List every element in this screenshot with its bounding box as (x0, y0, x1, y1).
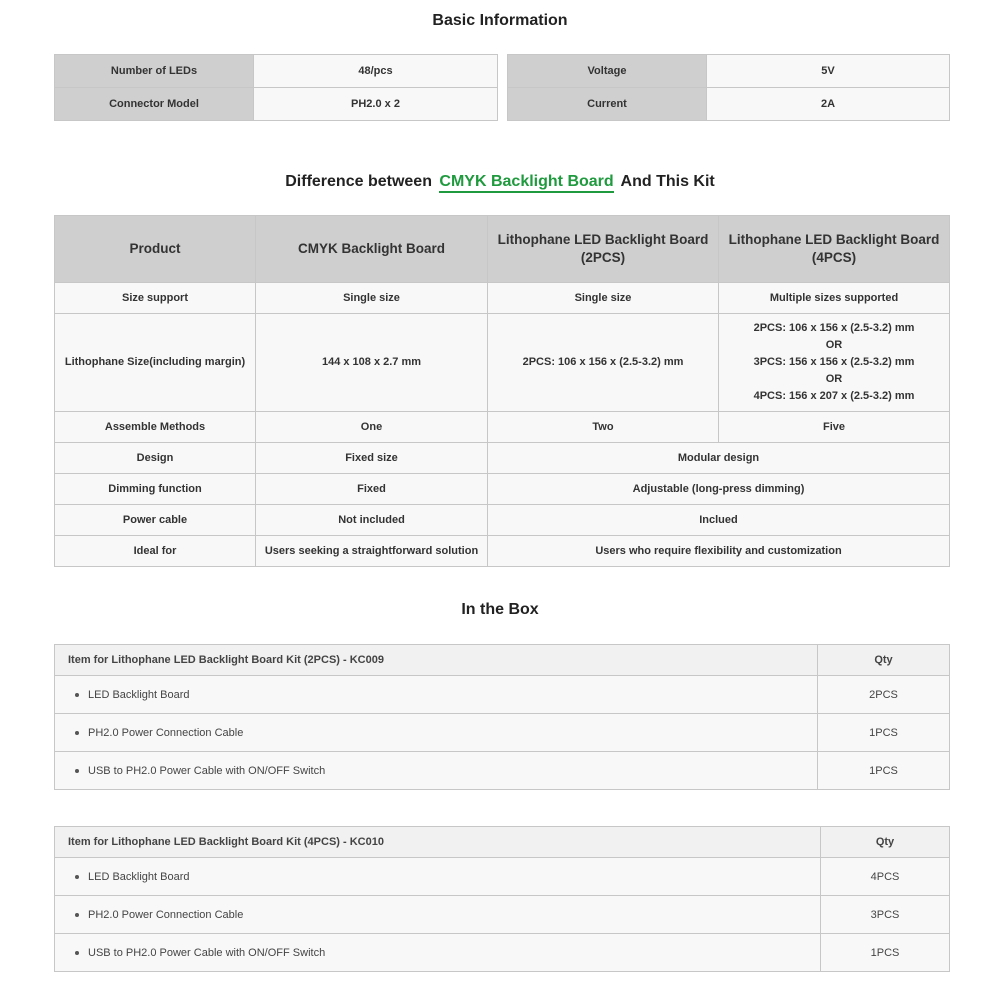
table-cell: Adjustable (long-press dimming) (488, 474, 950, 505)
table-row (55, 412, 950, 443)
item-qty: 1PCS (818, 714, 950, 752)
table-cell: Inclued (488, 505, 950, 536)
table-row (55, 283, 950, 314)
list-item (55, 896, 821, 934)
table-header-row (55, 827, 950, 858)
size-separator: OR (825, 339, 843, 351)
table-cell: 48/pcs (254, 55, 498, 88)
bullet-icon (75, 693, 79, 697)
item-name: USB to PH2.0 Power Cable with ON/OFF Switch (88, 946, 326, 959)
table-row (55, 934, 950, 972)
row-label: Size support (55, 283, 256, 314)
bullet-icon (75, 769, 79, 773)
column-header: Item for Lithophane LED Backlight Board Kit (4PCS) - KC010 (55, 827, 821, 858)
item-name: USB to PH2.0 Power Cable with ON/OFF Switch (88, 764, 326, 777)
cmyk-backlight-board-link[interactable]: CMYK Backlight Board (439, 173, 613, 193)
column-header: Qty (818, 645, 950, 676)
table-cell: Current (508, 88, 707, 121)
table-cell: Two (488, 412, 719, 443)
table-cell: PH2.0 x 2 (254, 88, 498, 121)
table-cell: 144 x 108 x 2.7 mm (256, 314, 488, 412)
table-cell: One (256, 412, 488, 443)
list-item (55, 934, 821, 972)
item-qty: 1PCS (821, 934, 950, 972)
table-cell: Fixed size (256, 443, 488, 474)
table-cell: Single size (488, 283, 719, 314)
table-row (55, 314, 950, 412)
table-row (55, 443, 950, 474)
table-cell: 5V (707, 55, 950, 88)
table-cell: 2PCS: 106 x 156 x (2.5-3.2) mm (488, 314, 719, 412)
bullet-icon (75, 913, 79, 917)
list-item (55, 676, 818, 714)
difference-title-prefix: Difference between (285, 173, 432, 190)
table-cell: 2A (707, 88, 950, 121)
item-name: LED Backlight Board (88, 688, 190, 701)
table-cell: Number of LEDs (55, 55, 254, 88)
difference-table (54, 215, 950, 567)
row-label: Dimming function (55, 474, 256, 505)
table-row (55, 55, 498, 88)
row-label: Assemble Methods (55, 412, 256, 443)
row-label: Lithophane Size(including margin) (55, 314, 256, 412)
table-cell: Fixed (256, 474, 488, 505)
table-cell (719, 314, 950, 412)
table-cell: Five (719, 412, 950, 443)
bullet-icon (75, 951, 79, 955)
in-the-box-title: In the Box (461, 601, 539, 618)
row-label: Ideal for (55, 536, 256, 567)
size-option: 4PCS: 156 x 207 x (2.5-3.2) mm (753, 390, 915, 402)
item-qty: 1PCS (818, 752, 950, 790)
kit-4pcs-table (54, 826, 950, 972)
list-item (55, 752, 818, 790)
column-header: CMYK Backlight Board (256, 216, 488, 283)
table-row (508, 88, 950, 121)
table-cell: Connector Model (55, 88, 254, 121)
item-qty: 4PCS (821, 858, 950, 896)
table-cell: Not included (256, 505, 488, 536)
table-cell: Users seeking a straightforward solution (256, 536, 488, 567)
column-header: Lithophane LED Backlight Board (4PCS) (719, 216, 950, 283)
difference-title-suffix: And This Kit (620, 173, 715, 190)
table-row (55, 536, 950, 567)
item-name: LED Backlight Board (88, 870, 190, 883)
row-label: Design (55, 443, 256, 474)
size-separator: OR (825, 373, 843, 385)
table-cell: Voltage (508, 55, 707, 88)
list-item (55, 714, 818, 752)
table-row (55, 88, 498, 121)
column-header: Lithophane LED Backlight Board (2PCS) (488, 216, 719, 283)
table-row (55, 474, 950, 505)
column-header: Item for Lithophane LED Backlight Board Kit (2PCS) - KC009 (55, 645, 818, 676)
basic-info-table-left (54, 54, 498, 121)
bullet-icon (75, 875, 79, 879)
table-header-row (55, 216, 950, 283)
table-cell: Single size (256, 283, 488, 314)
table-row (55, 896, 950, 934)
table-row (55, 714, 950, 752)
size-option: 2PCS: 106 x 156 x (2.5-3.2) mm (753, 322, 915, 334)
table-row (55, 676, 950, 714)
size-option: 3PCS: 156 x 156 x (2.5-3.2) mm (753, 356, 915, 368)
table-row (55, 858, 950, 896)
table-cell: Users who require flexibility and customization (488, 536, 950, 567)
column-header: Product (55, 216, 256, 283)
list-item (55, 858, 821, 896)
basic-info-title: Basic Information (432, 12, 568, 29)
column-header: Qty (821, 827, 950, 858)
item-qty: 2PCS (818, 676, 950, 714)
kit-2pcs-table (54, 644, 950, 790)
item-qty: 3PCS (821, 896, 950, 934)
item-name: PH2.0 Power Connection Cable (88, 726, 244, 739)
table-row (508, 55, 950, 88)
table-cell: Multiple sizes supported (719, 283, 950, 314)
difference-title (0, 173, 1000, 191)
bullet-icon (75, 731, 79, 735)
basic-info-table-right (507, 54, 950, 121)
row-label: Power cable (55, 505, 256, 536)
table-cell: Modular design (488, 443, 950, 474)
table-row (55, 505, 950, 536)
table-row (55, 752, 950, 790)
table-header-row (55, 645, 950, 676)
item-name: PH2.0 Power Connection Cable (88, 908, 244, 921)
